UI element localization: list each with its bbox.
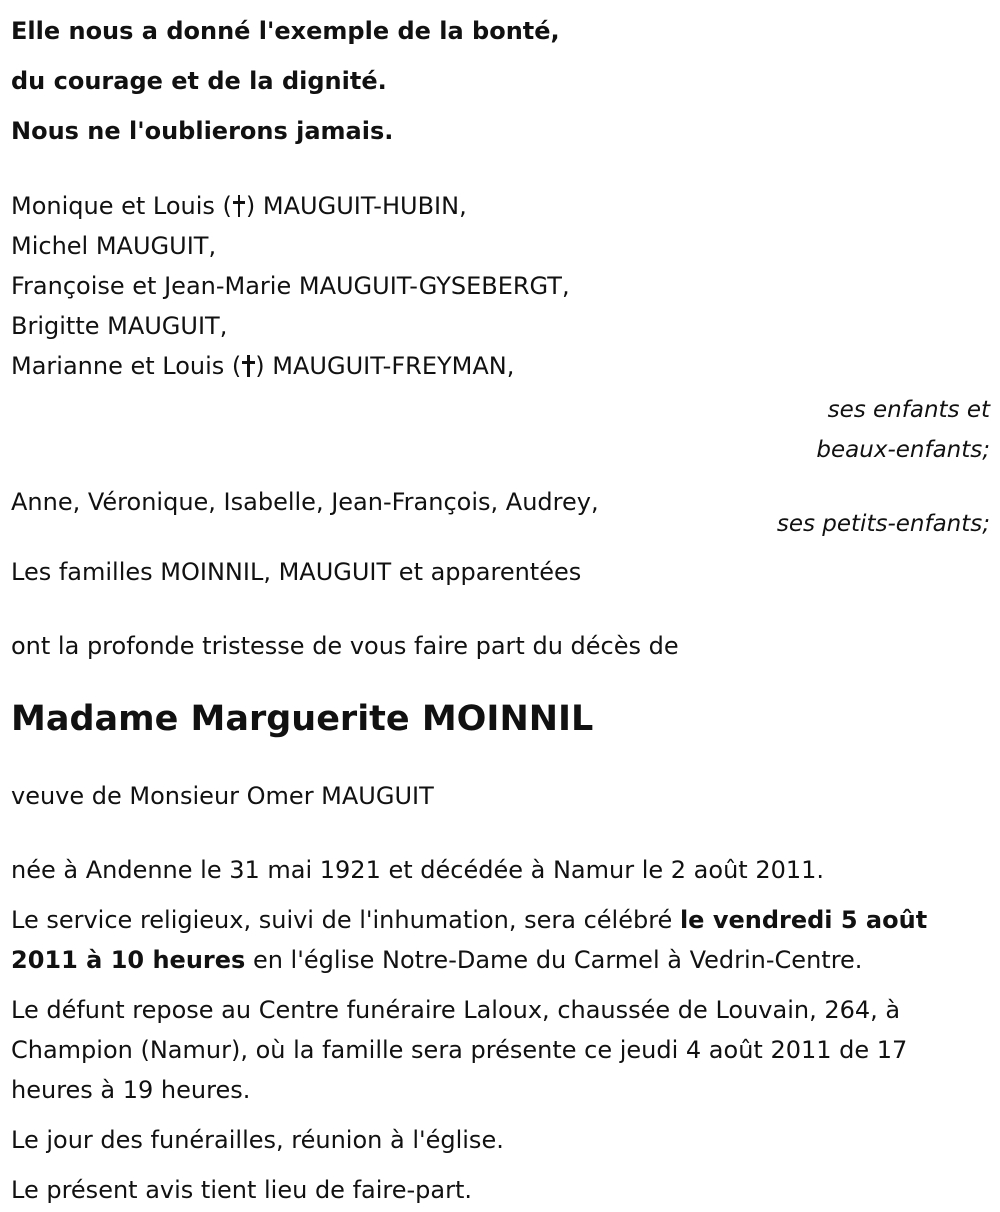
- deceased-name: Madame Marguerite MOINNIL: [11, 699, 594, 739]
- service-date: le vendredi 5 août 2011 à 10 heures: [11, 906, 928, 974]
- families-line: Les familles MOINNIL, MAUGUIT et apparentées: [11, 558, 582, 586]
- notice-line: Le présent avis tient lieu de faire-part.: [11, 1176, 473, 1204]
- child-line-1: Monique et Louis ( ) MAUGUIT-HUBIN,: [11, 192, 467, 220]
- epigraph-line-2: du courage et de la dignité.: [11, 67, 387, 95]
- child-line-2: Michel MAUGUIT,: [11, 232, 217, 260]
- child-line-4: Brigitte MAUGUIT,: [11, 312, 228, 340]
- epigraph-line-3: Nous ne l'oublierons jamais.: [11, 117, 394, 145]
- announcement: ont la profonde tristesse de vous faire part du décès de: [11, 632, 679, 660]
- cross-icon: [233, 195, 245, 217]
- service-details: Le service religieux, suivi de l'inhumation, sera célébré le vendredi 5 août 2011 à 10 heures en l'église Notre-Dame du Carmel à Vedrin-Centre.: [11, 906, 928, 974]
- children-role-line-2: beaux-enfants;: [816, 437, 990, 463]
- grandchildren-role: ses petits-enfants;: [776, 511, 990, 537]
- child-line-3: Françoise et Jean-Marie MAUGUIT-GYSEBERGT,: [11, 272, 570, 300]
- children-role-line-1: ses enfants et: [827, 397, 990, 423]
- meeting-details: Le jour des funérailles, réunion à l'église.: [11, 1126, 504, 1154]
- birth-death: née à Andenne le 31 mai 1921 et décédée à Namur le 2 août 2011.: [11, 856, 825, 884]
- epigraph-line-1: Elle nous a donné l'exemple de la bonté,: [11, 17, 560, 45]
- epigraph: [11, 0, 990, 156]
- widow-of: veuve de Monsieur Omer MAUGUIT: [11, 782, 434, 810]
- child-line-5: Marianne et Louis ( ) MAUGUIT-FREYMAN,: [11, 352, 515, 380]
- children-list: [11, 186, 990, 470]
- repose-details: Le défunt repose au Centre funéraire Laloux, chaussée de Louvain, 264, à Champion (Namur), où la famille sera présente ce jeudi 4 août 2011 de 17 heures à 19 heures.: [11, 996, 908, 1104]
- grandchildren: [11, 482, 990, 544]
- grandchildren-names: Anne, Véronique, Isabelle, Jean-François, Audrey,: [11, 488, 599, 516]
- cross-icon: [242, 355, 254, 377]
